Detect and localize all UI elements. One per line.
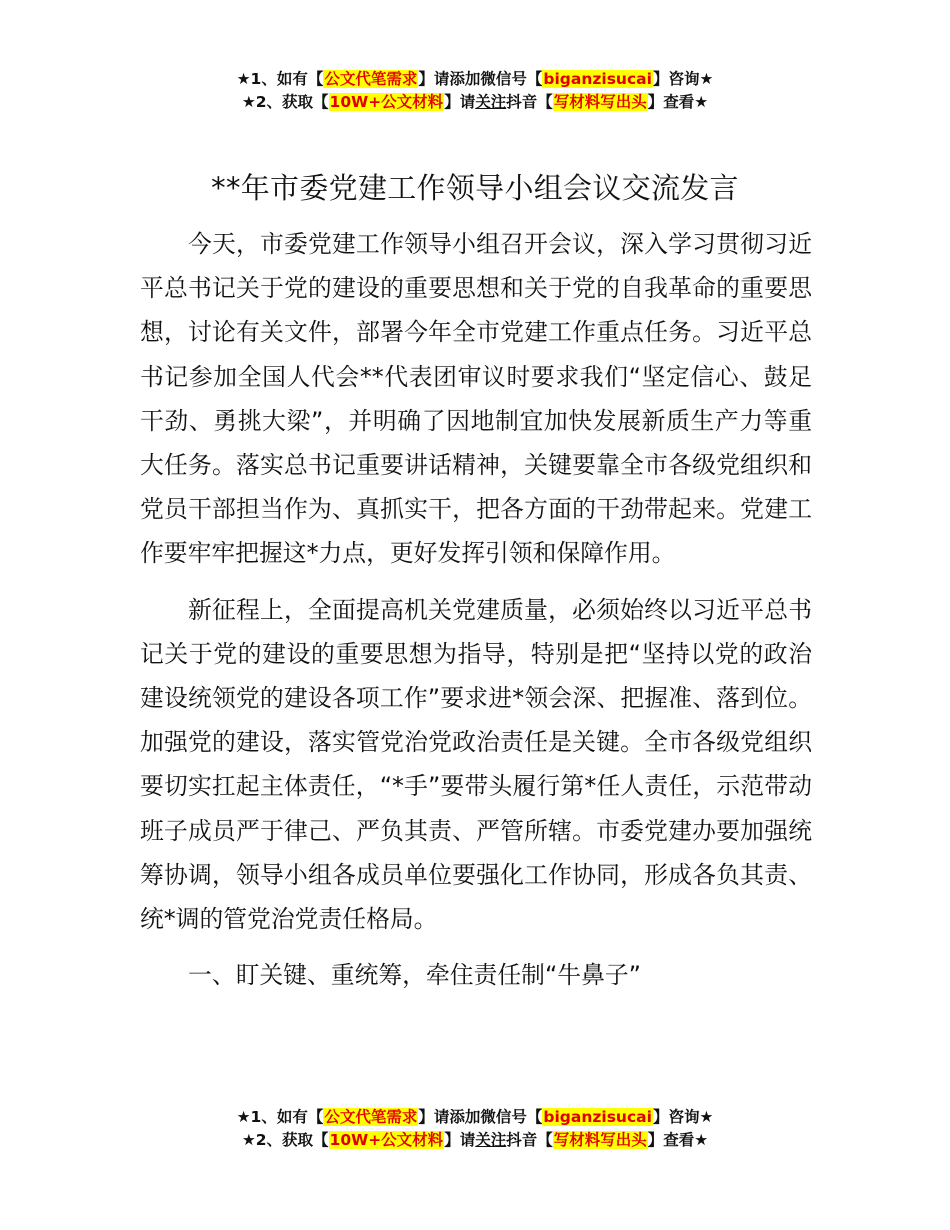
banner-line-1	[0, 1106, 950, 1129]
banner-text: 】请添加微信号【	[418, 70, 543, 88]
banner-highlight: 10W+公文材料	[329, 1131, 444, 1149]
body-paragraph: 新征程上，全面提高机关党建质量，必须始终以习近平总书记关于党的建设的重要思想为指导，特别是把“坚持以党的政治建设统领党的建设各项工作”要求进*领会深、把握准、落到位。加强党的建设，落实管党治党政治责任是关键。全市各级党组织要切实扛起主体责任，“*手”要带头履行第*任人责任，示范带动班子成员严于律己、严负其责、严管所辖。市委党建办要加强统筹协调，领导小组各成员单位要强化工作协同，形成各负其责、统*调的管党治党责任格局。	[140, 595, 812, 934]
banner-underlined-text: 关注	[475, 1131, 507, 1149]
banner-highlight: 公文代笔需求	[324, 70, 418, 88]
banner-text: 】请添加微信号【	[418, 1108, 543, 1126]
banner-underlined-text: 关注	[475, 93, 507, 111]
banner-text: 】请	[444, 93, 476, 111]
banner-text: 】请	[444, 1131, 476, 1149]
banner-text: 】咨询★	[652, 1108, 714, 1126]
document-title: **年市委党建工作领导小组会议交流发言	[211, 171, 739, 205]
banner-text: ★1、如有【	[236, 70, 324, 88]
header-banner	[0, 68, 950, 114]
section-heading: 一、盯关键、重统筹，牵住责任制“牛鼻子”	[188, 961, 641, 990]
footer-banner	[0, 1106, 950, 1152]
banner-line-1	[0, 68, 950, 91]
banner-highlight: biganzisucai	[543, 70, 652, 88]
banner-line-2	[0, 1129, 950, 1152]
banner-highlight: biganzisucai	[543, 1108, 652, 1126]
document-body	[140, 222, 812, 1009]
banner-highlight: 公文代笔需求	[324, 1108, 418, 1126]
banner-highlight: 10W+公文材料	[329, 93, 444, 111]
banner-text: 抖音【	[506, 93, 553, 111]
banner-text: 】查看★	[647, 93, 709, 111]
banner-text: 】查看★	[647, 1131, 709, 1149]
banner-line-2	[0, 91, 950, 114]
banner-text: 抖音【	[506, 1131, 553, 1149]
body-paragraph: 今天，市委党建工作领导小组召开会议，深入学习贯彻习近平总书记关于党的建设的重要思想和关于党的自我革命的重要思想，讨论有关文件，部署今年全市党建工作重点任务。习近平总书记参加全国人代会**代表团审议时要求我们“坚定信心、鼓足干劲、勇挑大梁”，并明确了因地制宜加快发展新质生产力等重大任务。落实总书记重要讲话精神，关键要靠全市各级党组织和党员干部担当作为、真抓实干，把各方面的干劲带起来。党建工作要牢牢把握这*力点，更好发挥引领和保障作用。	[140, 230, 812, 568]
banner-text: ★1、如有【	[236, 1108, 324, 1126]
banner-highlight: 写材料写出头	[553, 93, 647, 111]
banner-highlight: 写材料写出头	[553, 1131, 647, 1149]
banner-text: ★2、获取【	[241, 93, 329, 111]
banner-text: 】咨询★	[652, 70, 714, 88]
banner-text: ★2、获取【	[241, 1131, 329, 1149]
